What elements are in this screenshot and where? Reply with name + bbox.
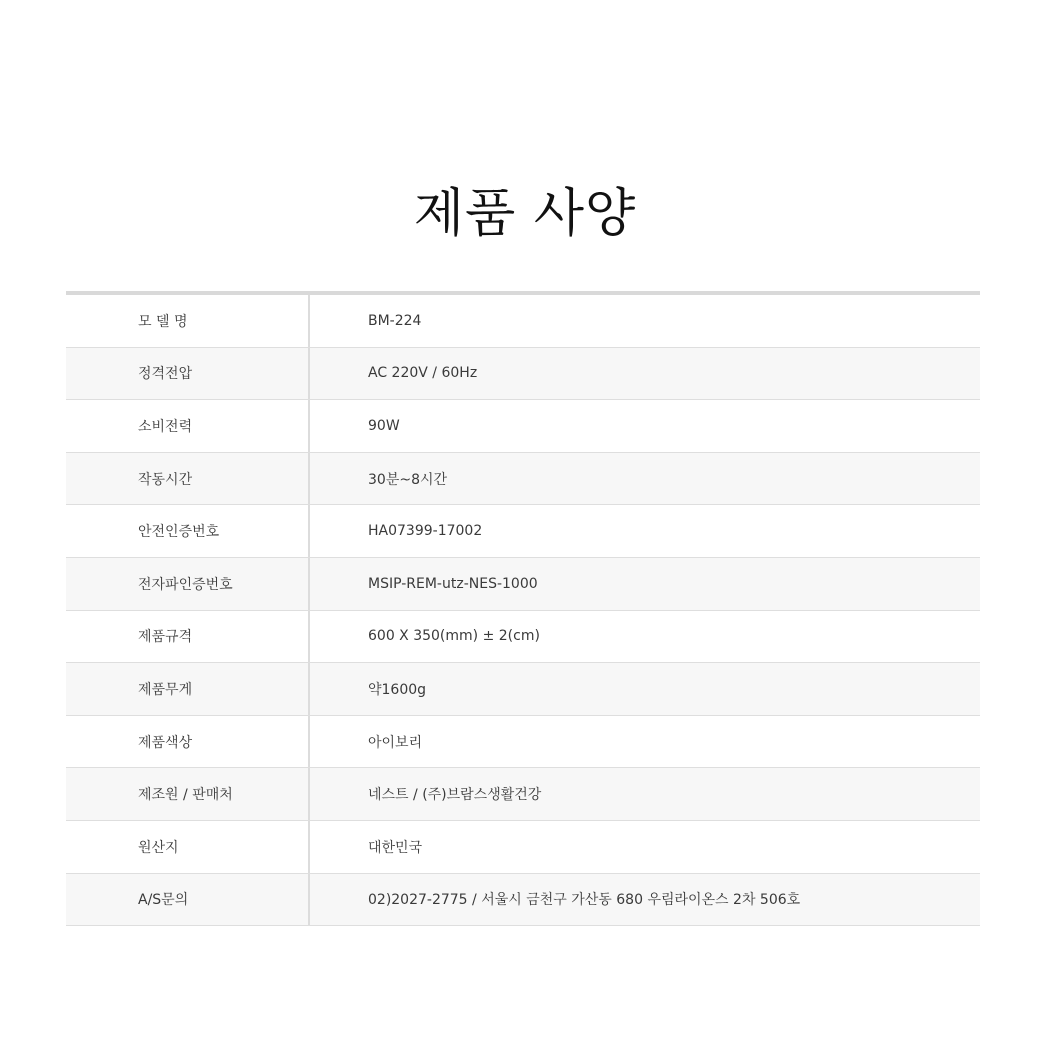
- spec-label: 제품무게: [66, 663, 310, 715]
- spec-value: 90W: [368, 417, 400, 434]
- page-title: 제품 사양: [413, 184, 637, 244]
- spec-value: 아이보리: [368, 734, 423, 751]
- spec-label: 소비전력: [66, 400, 310, 452]
- spec-value: 30분~8시간: [368, 471, 448, 488]
- spec-row-operating-time: [66, 453, 980, 506]
- spec-label: 작동시간: [66, 453, 310, 505]
- spec-label: 전자파인증번호: [66, 558, 310, 610]
- spec-label: 원산지: [66, 821, 310, 873]
- spec-value: 600 X 350(mm) ± 2(cm): [368, 628, 540, 645]
- spec-row-weight: [66, 663, 980, 716]
- spec-label: 모 델 명: [66, 295, 310, 347]
- spec-label: 제품색상: [66, 716, 310, 768]
- spec-value: 02)2027-2775 / 서울시 금천구 가산동 680 우림라이온스 2차 506호: [368, 892, 801, 909]
- spec-label: 제품규격: [66, 611, 310, 663]
- spec-value: 네스트 / (주)브람스생활건강: [368, 787, 542, 804]
- spec-row-manufacturer: [66, 768, 980, 821]
- spec-row-power: [66, 400, 980, 453]
- spec-row-dimensions: [66, 611, 980, 664]
- spec-value: 약1600g: [368, 681, 427, 698]
- spec-row-safety-cert: [66, 505, 980, 558]
- spec-table: [66, 291, 980, 926]
- spec-value: MSIP-REM-utz-NES-1000: [368, 575, 538, 592]
- spec-value: AC 220V / 60Hz: [368, 365, 478, 382]
- spec-value: HA07399-17002: [368, 523, 483, 540]
- spec-row-voltage: [66, 348, 980, 401]
- spec-row-color: [66, 716, 980, 769]
- spec-row-as-contact: [66, 874, 980, 927]
- spec-label: 정격전압: [66, 348, 310, 400]
- spec-row-model: [66, 295, 980, 348]
- spec-label: 제조원 / 판매처: [66, 768, 310, 820]
- spec-row-origin: [66, 821, 980, 874]
- spec-label: 안전인증번호: [66, 505, 310, 557]
- spec-row-emc-cert: [66, 558, 980, 611]
- spec-value: 대한민국: [368, 839, 423, 856]
- spec-value: BM-224: [368, 312, 422, 329]
- spec-label: A/S문의: [66, 874, 310, 926]
